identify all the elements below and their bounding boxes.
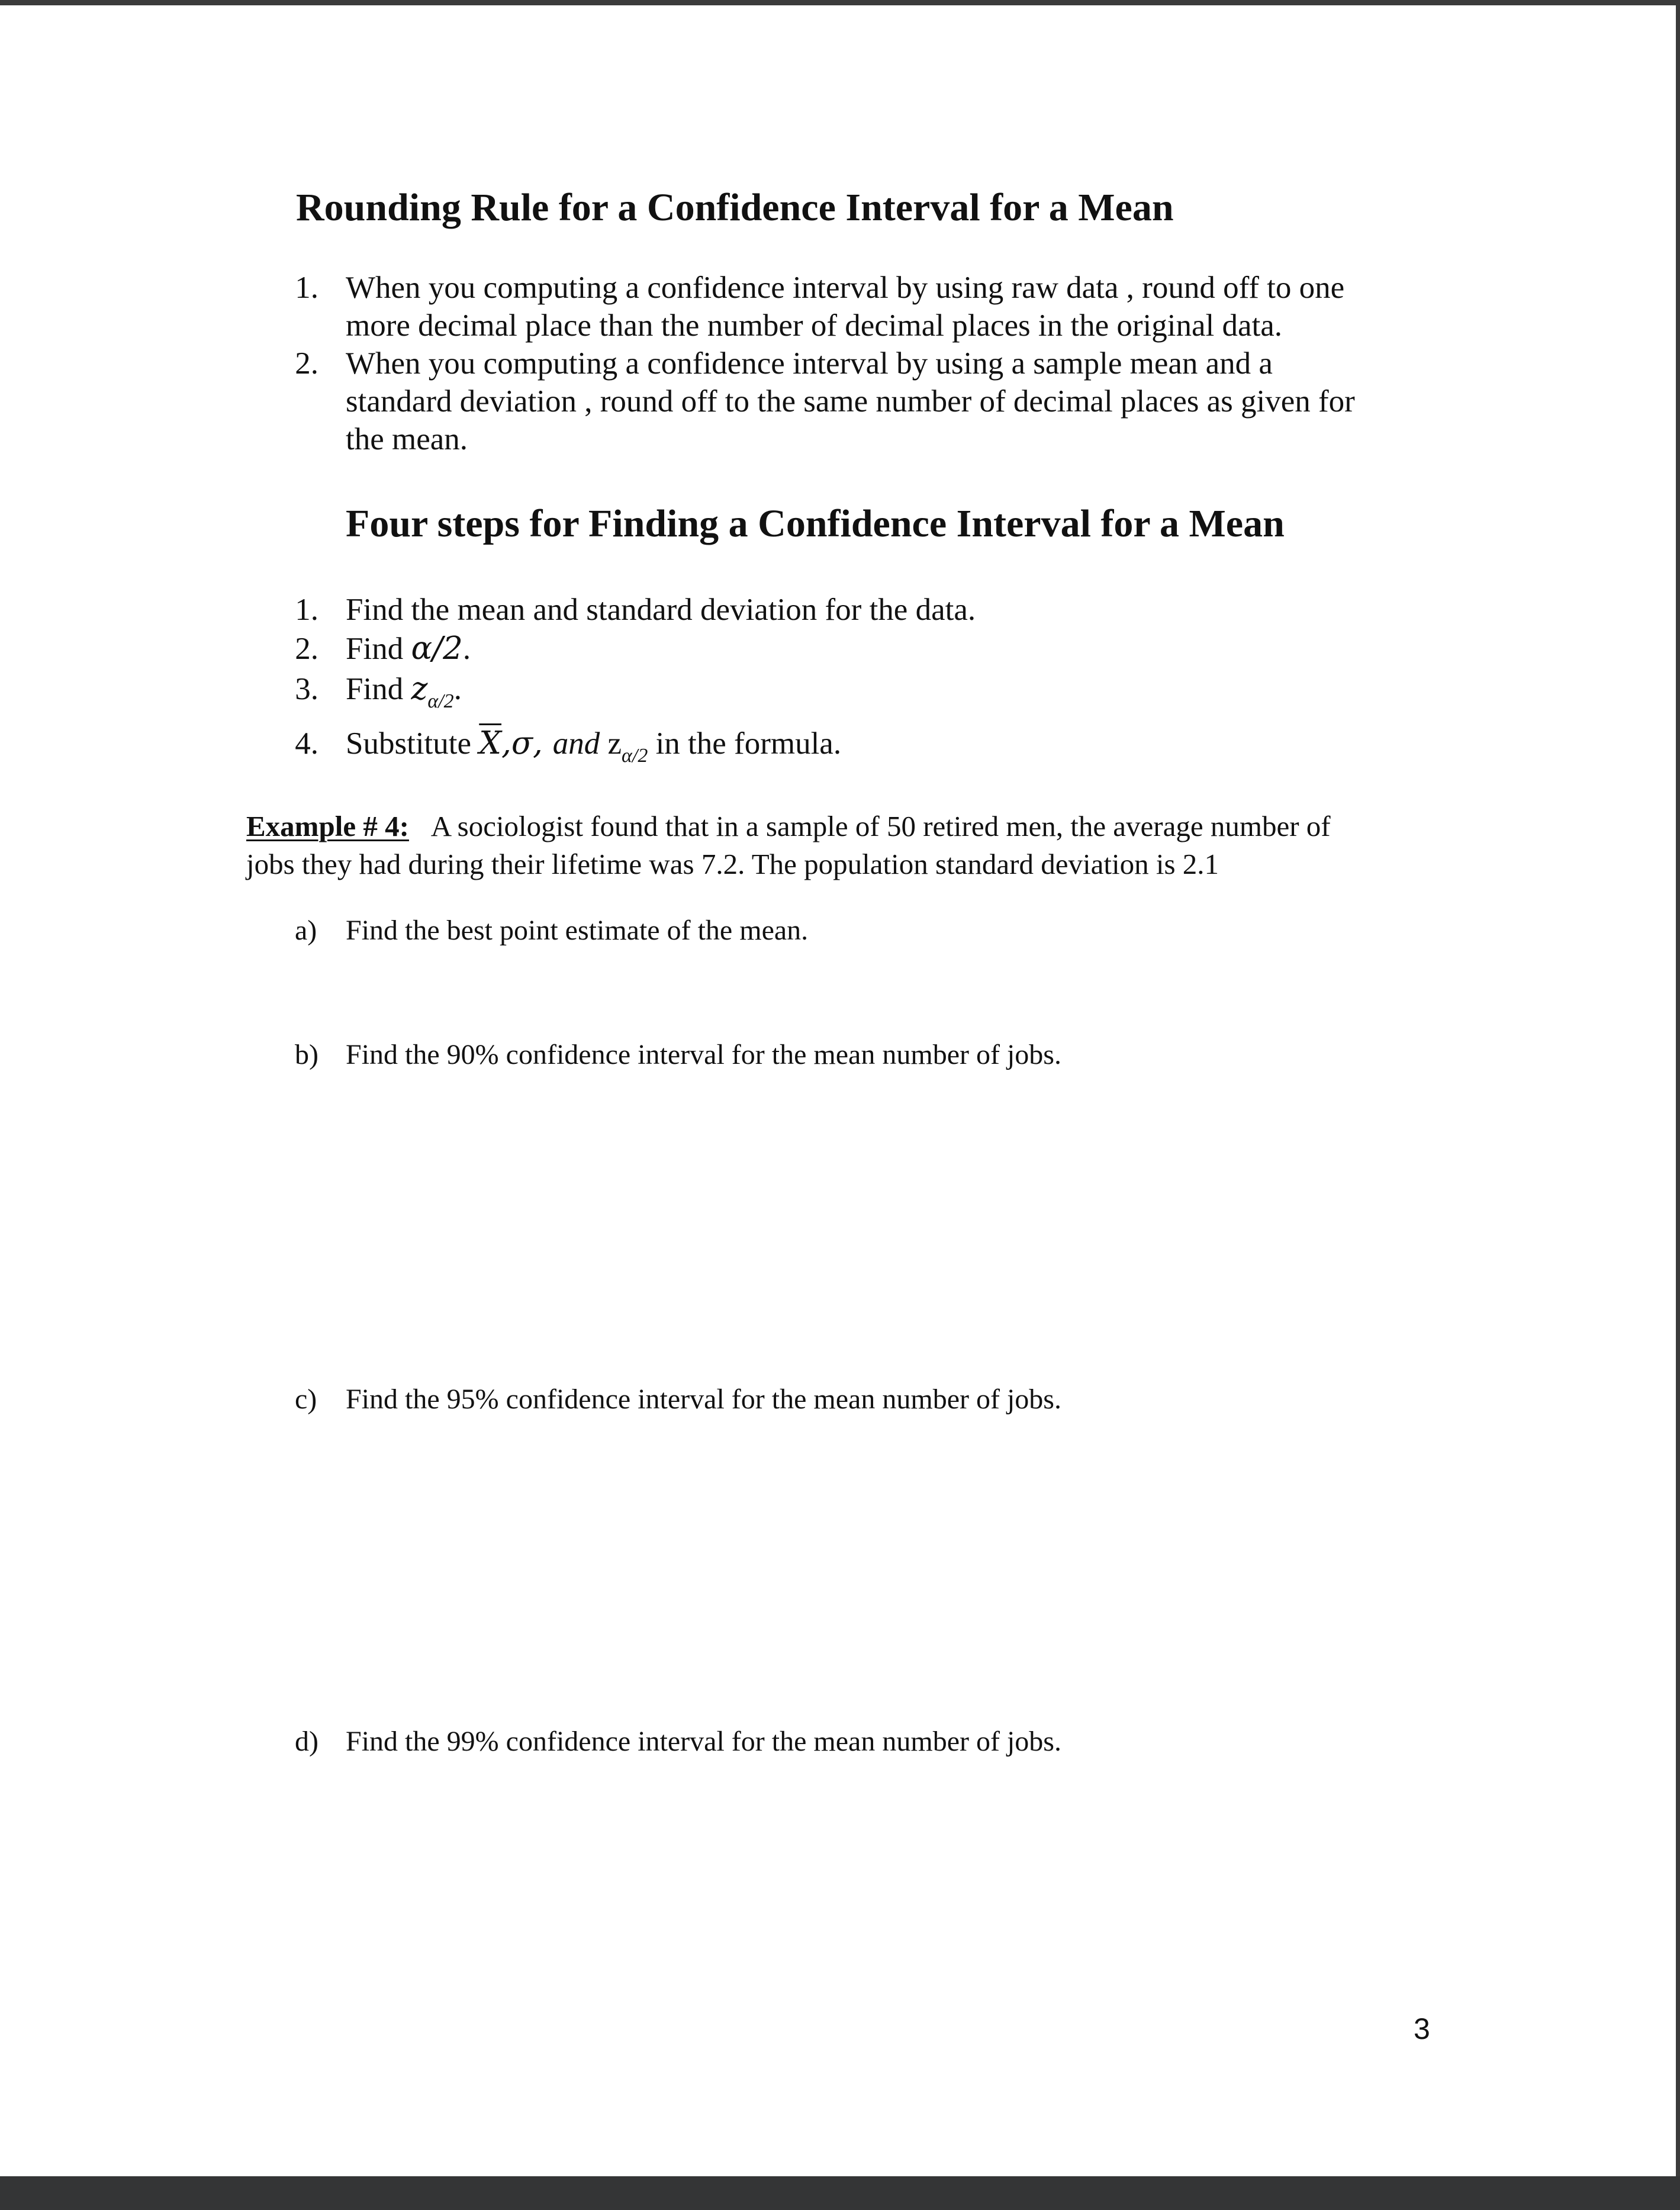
rounding-rule-heading: Rounding Rule for a Confidence Interval for a Mean bbox=[296, 186, 1174, 229]
rule-line: standard deviation , round off to the same number of decimal places as given for bbox=[346, 384, 1355, 419]
step-text: Find α/2. bbox=[346, 630, 471, 667]
rule-line: When you computing a confidence interval by using raw data , round off to one bbox=[346, 271, 1345, 305]
x-bar-symbol: $\overline{X}$ bbox=[479, 725, 502, 761]
window-frame-bottom bbox=[0, 2176, 1680, 2210]
question-letter: b) bbox=[295, 1039, 318, 1070]
question-text: Find the 95% confidence interval for the mean number of jobs. bbox=[346, 1384, 1061, 1415]
z-subscript: α/2 bbox=[622, 745, 648, 767]
page-number: 3 bbox=[1414, 2012, 1430, 2045]
list-number: 2. bbox=[295, 346, 318, 381]
rounding-rule-item-2 bbox=[0, 345, 1680, 458]
question-text: Find the 99% confidence interval for the mean number of jobs. bbox=[346, 1726, 1061, 1757]
rule-line: When you computing a confidence interval by using a sample mean and a bbox=[346, 346, 1273, 381]
list-number: 2. bbox=[295, 632, 318, 666]
step-text: Find the mean and standard deviation for the data. bbox=[346, 593, 976, 627]
rounding-rule-item-1 bbox=[0, 269, 1680, 345]
question-letter: d) bbox=[295, 1726, 318, 1757]
question-text: Find the best point estimate of the mean. bbox=[346, 915, 809, 946]
list-number: 3. bbox=[295, 672, 318, 706]
question-letter: a) bbox=[295, 915, 317, 946]
four-steps-heading: Four steps for Finding a Confidence Interval for a Mean bbox=[346, 502, 1285, 545]
z-symbol: z bbox=[600, 726, 622, 761]
list-number: 1. bbox=[295, 593, 318, 627]
example-line-1: A sociologist found that in a sample of 50 retired men, the average number of bbox=[430, 810, 1331, 842]
window-frame-top bbox=[0, 0, 1680, 5]
sigma-symbol: ,σ, bbox=[501, 725, 553, 761]
z-symbol: z bbox=[411, 671, 428, 707]
list-number: 1. bbox=[295, 271, 318, 305]
rule-line: the mean. bbox=[346, 422, 468, 456]
step-text: Substitute $\overline{X},\sigma$, and $z_{\alpha/2}$ in the formula. bbox=[346, 725, 842, 767]
example-label: Example # 4: bbox=[246, 810, 409, 842]
list-number: 4. bbox=[295, 726, 318, 761]
z-subscript: α/2 bbox=[427, 690, 454, 712]
step-text: Find $z_{\alpha/2}$. bbox=[346, 671, 462, 712]
example-paragraph bbox=[246, 808, 1331, 883]
question-text: Find the 90% confidence interval for the mean number of jobs. bbox=[346, 1039, 1061, 1070]
rule-line: more decimal place than the number of decimal places in the original data. bbox=[346, 308, 1283, 343]
question-letter: c) bbox=[295, 1384, 317, 1415]
example-line-2: jobs they had during their lifetime was 7.2. The population standard deviation is 2.1 bbox=[246, 848, 1219, 880]
and-word: and bbox=[552, 726, 600, 761]
alpha-over-2: α/2 bbox=[411, 630, 463, 667]
